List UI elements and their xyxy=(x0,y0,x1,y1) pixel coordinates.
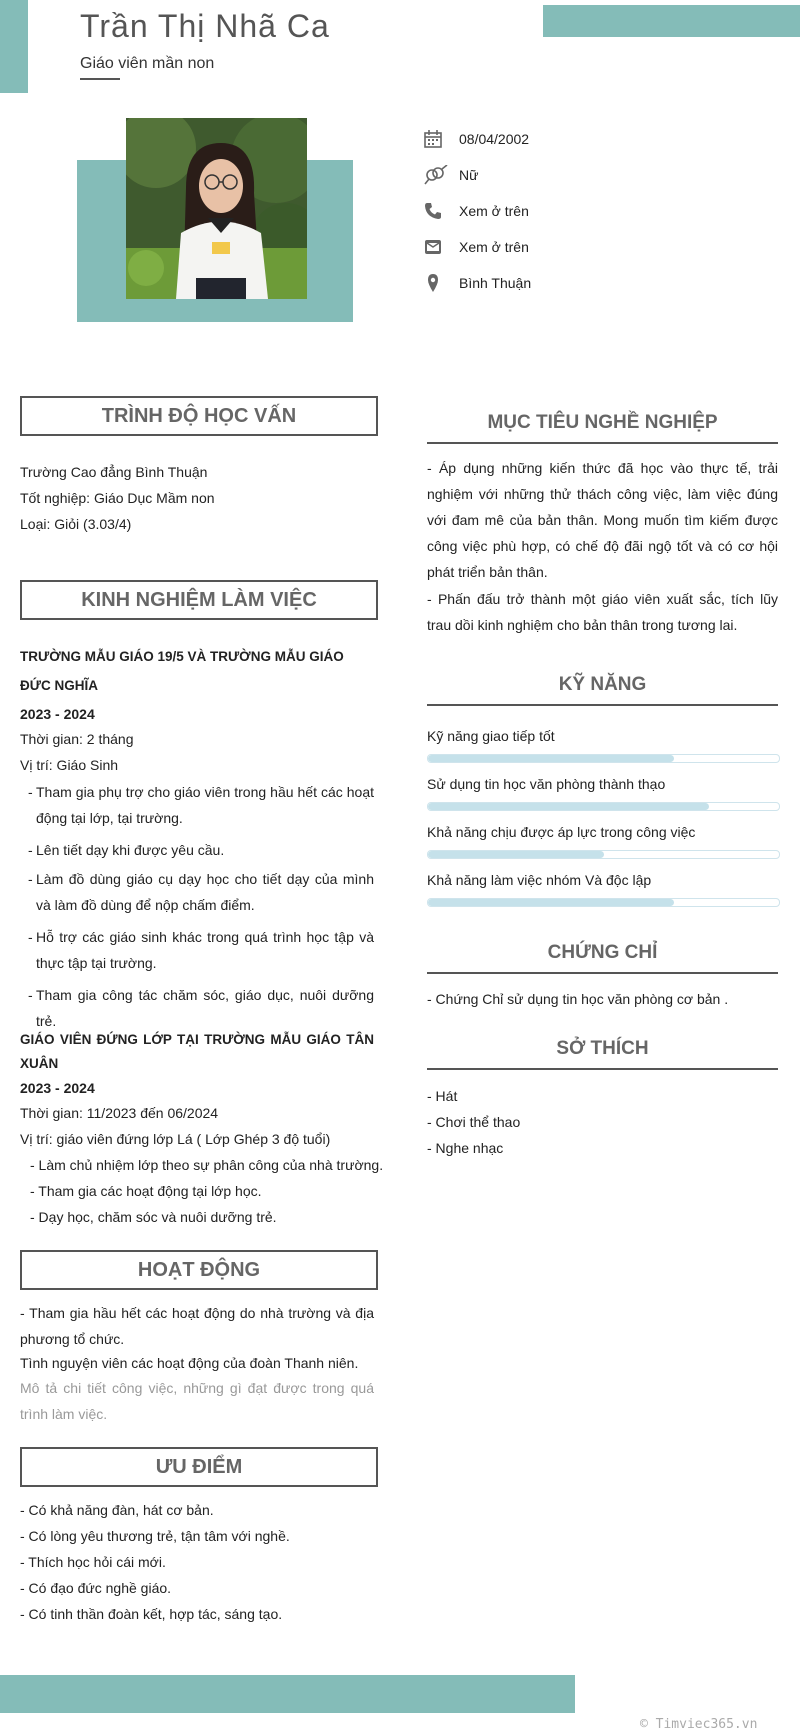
job-1-task-5: Tham gia công tác chăm sóc, giáo dục, nuôi dưỡng trẻ. xyxy=(36,987,374,1029)
title-underline xyxy=(80,78,120,80)
gender-icon xyxy=(423,165,459,185)
education-major: Tốt nghiệp: Giáo Dục Mầm non xyxy=(20,490,215,506)
skill-bar-fill xyxy=(428,755,674,762)
phone-value: Xem ở trên xyxy=(459,203,529,219)
job-1-task-2: Lên tiết dạy khi được yêu cầu. xyxy=(36,842,225,858)
job-2-time: Thời gian: 11/2023 đến 06/2024 xyxy=(20,1105,219,1121)
hobbies-heading: SỞ THÍCH xyxy=(427,1038,778,1070)
education-school: Trường Cao đẳng Bình Thuận xyxy=(20,464,208,480)
skill-bar xyxy=(427,850,780,859)
strength-item: - Có đạo đức nghề giáo. xyxy=(20,1580,172,1596)
envelope-icon xyxy=(423,237,459,257)
hobby-item: - Nghe nhạc xyxy=(427,1140,504,1156)
certificates-heading: CHỨNG CHỈ xyxy=(427,942,778,974)
strength-item: - Có khả năng đàn, hát cơ bản. xyxy=(20,1502,214,1518)
skill-bar xyxy=(427,754,780,763)
job-2-company: GIÁO VIÊN ĐỨNG LỚP TẠI TRƯỜNG MẪU GIÁO TÂN XUÂN xyxy=(20,1032,374,1071)
activities-heading: HOẠT ĐỘNG xyxy=(20,1250,378,1290)
education-heading: TRÌNH ĐỘ HỌC VẤN xyxy=(20,396,378,436)
portrait-photo xyxy=(126,118,307,299)
job-1-task-4: Hỗ trợ các giáo sinh khác trong quá trình học tập và thực tập tại trường. xyxy=(36,929,374,971)
bullet-dash: - xyxy=(28,987,33,1003)
job-1-task-1: Tham gia phụ trợ cho giáo viên trong hầu hết các hoạt động tại lớp, tại trường. xyxy=(36,784,374,826)
experience-heading: KINH NGHIỆM LÀM VIỆC xyxy=(20,580,378,620)
strength-item: - Có tinh thần đoàn kết, hợp tác, sáng tạo. xyxy=(20,1606,283,1622)
skill-label: Kỹ năng giao tiếp tốt xyxy=(427,728,555,744)
job-1-company: TRƯỜNG MẪU GIÁO 19/5 VÀ TRƯỜNG MẪU GIÁO ĐỨC NGHĨA xyxy=(20,649,344,693)
objective-paragraph-2: - Phấn đấu trở thành một giáo viên xuất sắc, tích lũy trau dồi kinh nghiệm cho bản thân trong tương lai. xyxy=(427,591,778,633)
job-1-time: Thời gian: 2 tháng xyxy=(20,731,134,747)
skill-label: Khả năng chịu được áp lực trong công việc xyxy=(427,824,696,840)
bullet-dash: - xyxy=(28,842,33,858)
contact-birthday xyxy=(423,127,763,151)
phone-icon xyxy=(423,201,459,221)
activities-line-2: Tình nguyện viên các hoạt động của đoàn Thanh niên. xyxy=(20,1355,359,1371)
job-1-task-3: Làm đồ dùng giáo cụ dạy học cho tiết dạy của mình và làm đồ dùng để nộp chấm điểm. xyxy=(36,871,374,913)
candidate-name: Trần Thị Nhã Ca xyxy=(80,8,330,44)
strengths-heading: ƯU ĐIỂM xyxy=(20,1447,378,1487)
job-2-task-2: - Tham gia các hoạt động tại lớp học. xyxy=(30,1183,262,1199)
skills-heading: KỸ NĂNG xyxy=(427,674,778,706)
objective-heading: MỤC TIÊU NGHỀ NGHIỆP xyxy=(427,412,778,444)
watermark: © Timviec365.vn xyxy=(640,1717,758,1732)
activities-line-1: - Tham gia hầu hết các hoạt động do nhà trường và địa phương tổ chức. xyxy=(20,1305,374,1347)
calendar-icon xyxy=(423,129,459,149)
contact-phone xyxy=(423,199,763,223)
job-2-period: 2023 - 2024 xyxy=(20,1080,95,1096)
skill-bar xyxy=(427,898,780,907)
bullet-dash: - xyxy=(28,929,33,945)
education-grade: Loại: Giỏi (3.03/4) xyxy=(20,516,132,532)
certificate-item: - Chứng Chỉ sử dụng tin học văn phòng cơ bản . xyxy=(427,991,729,1007)
gender-value: Nữ xyxy=(459,167,479,183)
job-1-position: Vị trí: Giáo Sinh xyxy=(20,757,119,773)
bullet-dash: - xyxy=(28,871,33,887)
accent-bar-top-left xyxy=(0,0,28,93)
bullet-dash: - xyxy=(28,784,33,800)
job-1-period: 2023 - 2024 xyxy=(20,706,95,722)
strength-item: - Có lòng yêu thương trẻ, tận tâm với nghề. xyxy=(20,1528,290,1544)
hobby-item: - Chơi thể thao xyxy=(427,1114,521,1130)
activities-placeholder: Mô tả chi tiết công việc, những gì đạt được trong quá trình làm việc. xyxy=(20,1380,374,1422)
skill-label: Khả năng làm việc nhóm Và độc lập xyxy=(427,872,652,888)
contact-gender xyxy=(423,163,763,187)
map-pin-icon xyxy=(423,273,459,293)
skill-bar-fill xyxy=(428,899,674,906)
contact-email xyxy=(423,235,763,259)
skill-bar xyxy=(427,802,780,811)
accent-bar-top-right xyxy=(543,5,800,37)
skill-bar-fill xyxy=(428,851,604,858)
job-2-position: Vị trí: giáo viên đứng lớp Lá ( Lớp Ghép 3 độ tuổi) xyxy=(20,1131,331,1147)
email-value: Xem ở trên xyxy=(459,239,529,255)
job-2-task-1: - Làm chủ nhiệm lớp theo sự phân công của nhà trường. xyxy=(30,1157,384,1173)
birthday-value: 08/04/2002 xyxy=(459,131,530,147)
objective-paragraph-1: - Áp dụng những kiến thức đã học vào thực tế, trải nghiệm với những thử thách công việc, làm việc đúng với đam mê của bản thân. Mong muốn tìm kiếm được công việc phù hợp, có chế độ đãi ngộ tốt và có cơ hội phát triển bản thân. xyxy=(427,460,778,580)
hobby-item: - Hát xyxy=(427,1088,458,1104)
job-2-task-3: - Dạy học, chăm sóc và nuôi dưỡng trẻ. xyxy=(30,1209,277,1225)
strength-item: - Thích học hỏi cái mới. xyxy=(20,1554,166,1570)
accent-bar-bottom xyxy=(0,1675,575,1713)
avatar xyxy=(126,118,307,299)
skill-label: Sử dụng tin học văn phòng thành thạo xyxy=(427,776,666,792)
candidate-title: Giáo viên mần non xyxy=(80,55,215,72)
contact-address xyxy=(423,271,763,295)
skill-bar-fill xyxy=(428,803,709,810)
address-value: Bình Thuận xyxy=(459,275,532,291)
